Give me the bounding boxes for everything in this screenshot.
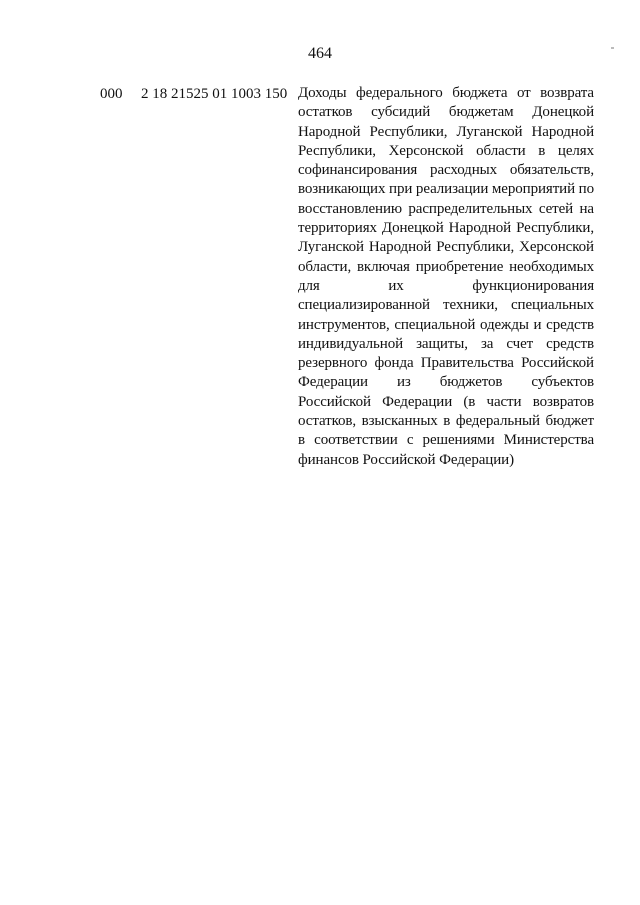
page-number: 464 bbox=[308, 45, 332, 62]
scan-edge-mark bbox=[611, 47, 614, 49]
income-description: Доходы федерального бюджета от возврата остатков субсидий бюджетам Донецкой Народной Республики, Луганской Народной Республики, Херсонской области в целях софинансирования расходных обязательств, возникающих при реализации мероприятий по восстановлению распределительных сетей на территориях Донецкой Народной Республики, Луганской Народной Республики, Херсонской области, включая приобретение необходимых для их функционирования специализированной техники, специальных инструментов, специальной одежды и средств индивидуальной защиты, за счет средств резервного фонда Правительства Российской Федерации из бюджетов субъектов Российской Федерации (в части возвратов остатков, взысканных в федеральный бюджет в соответствии с решениями Министерства финансов Российской Федерации) bbox=[298, 85, 594, 468]
budget-classification-code: 2 18 21525 01 1003 150 bbox=[141, 86, 288, 102]
administrator-code: 000 bbox=[100, 86, 123, 102]
